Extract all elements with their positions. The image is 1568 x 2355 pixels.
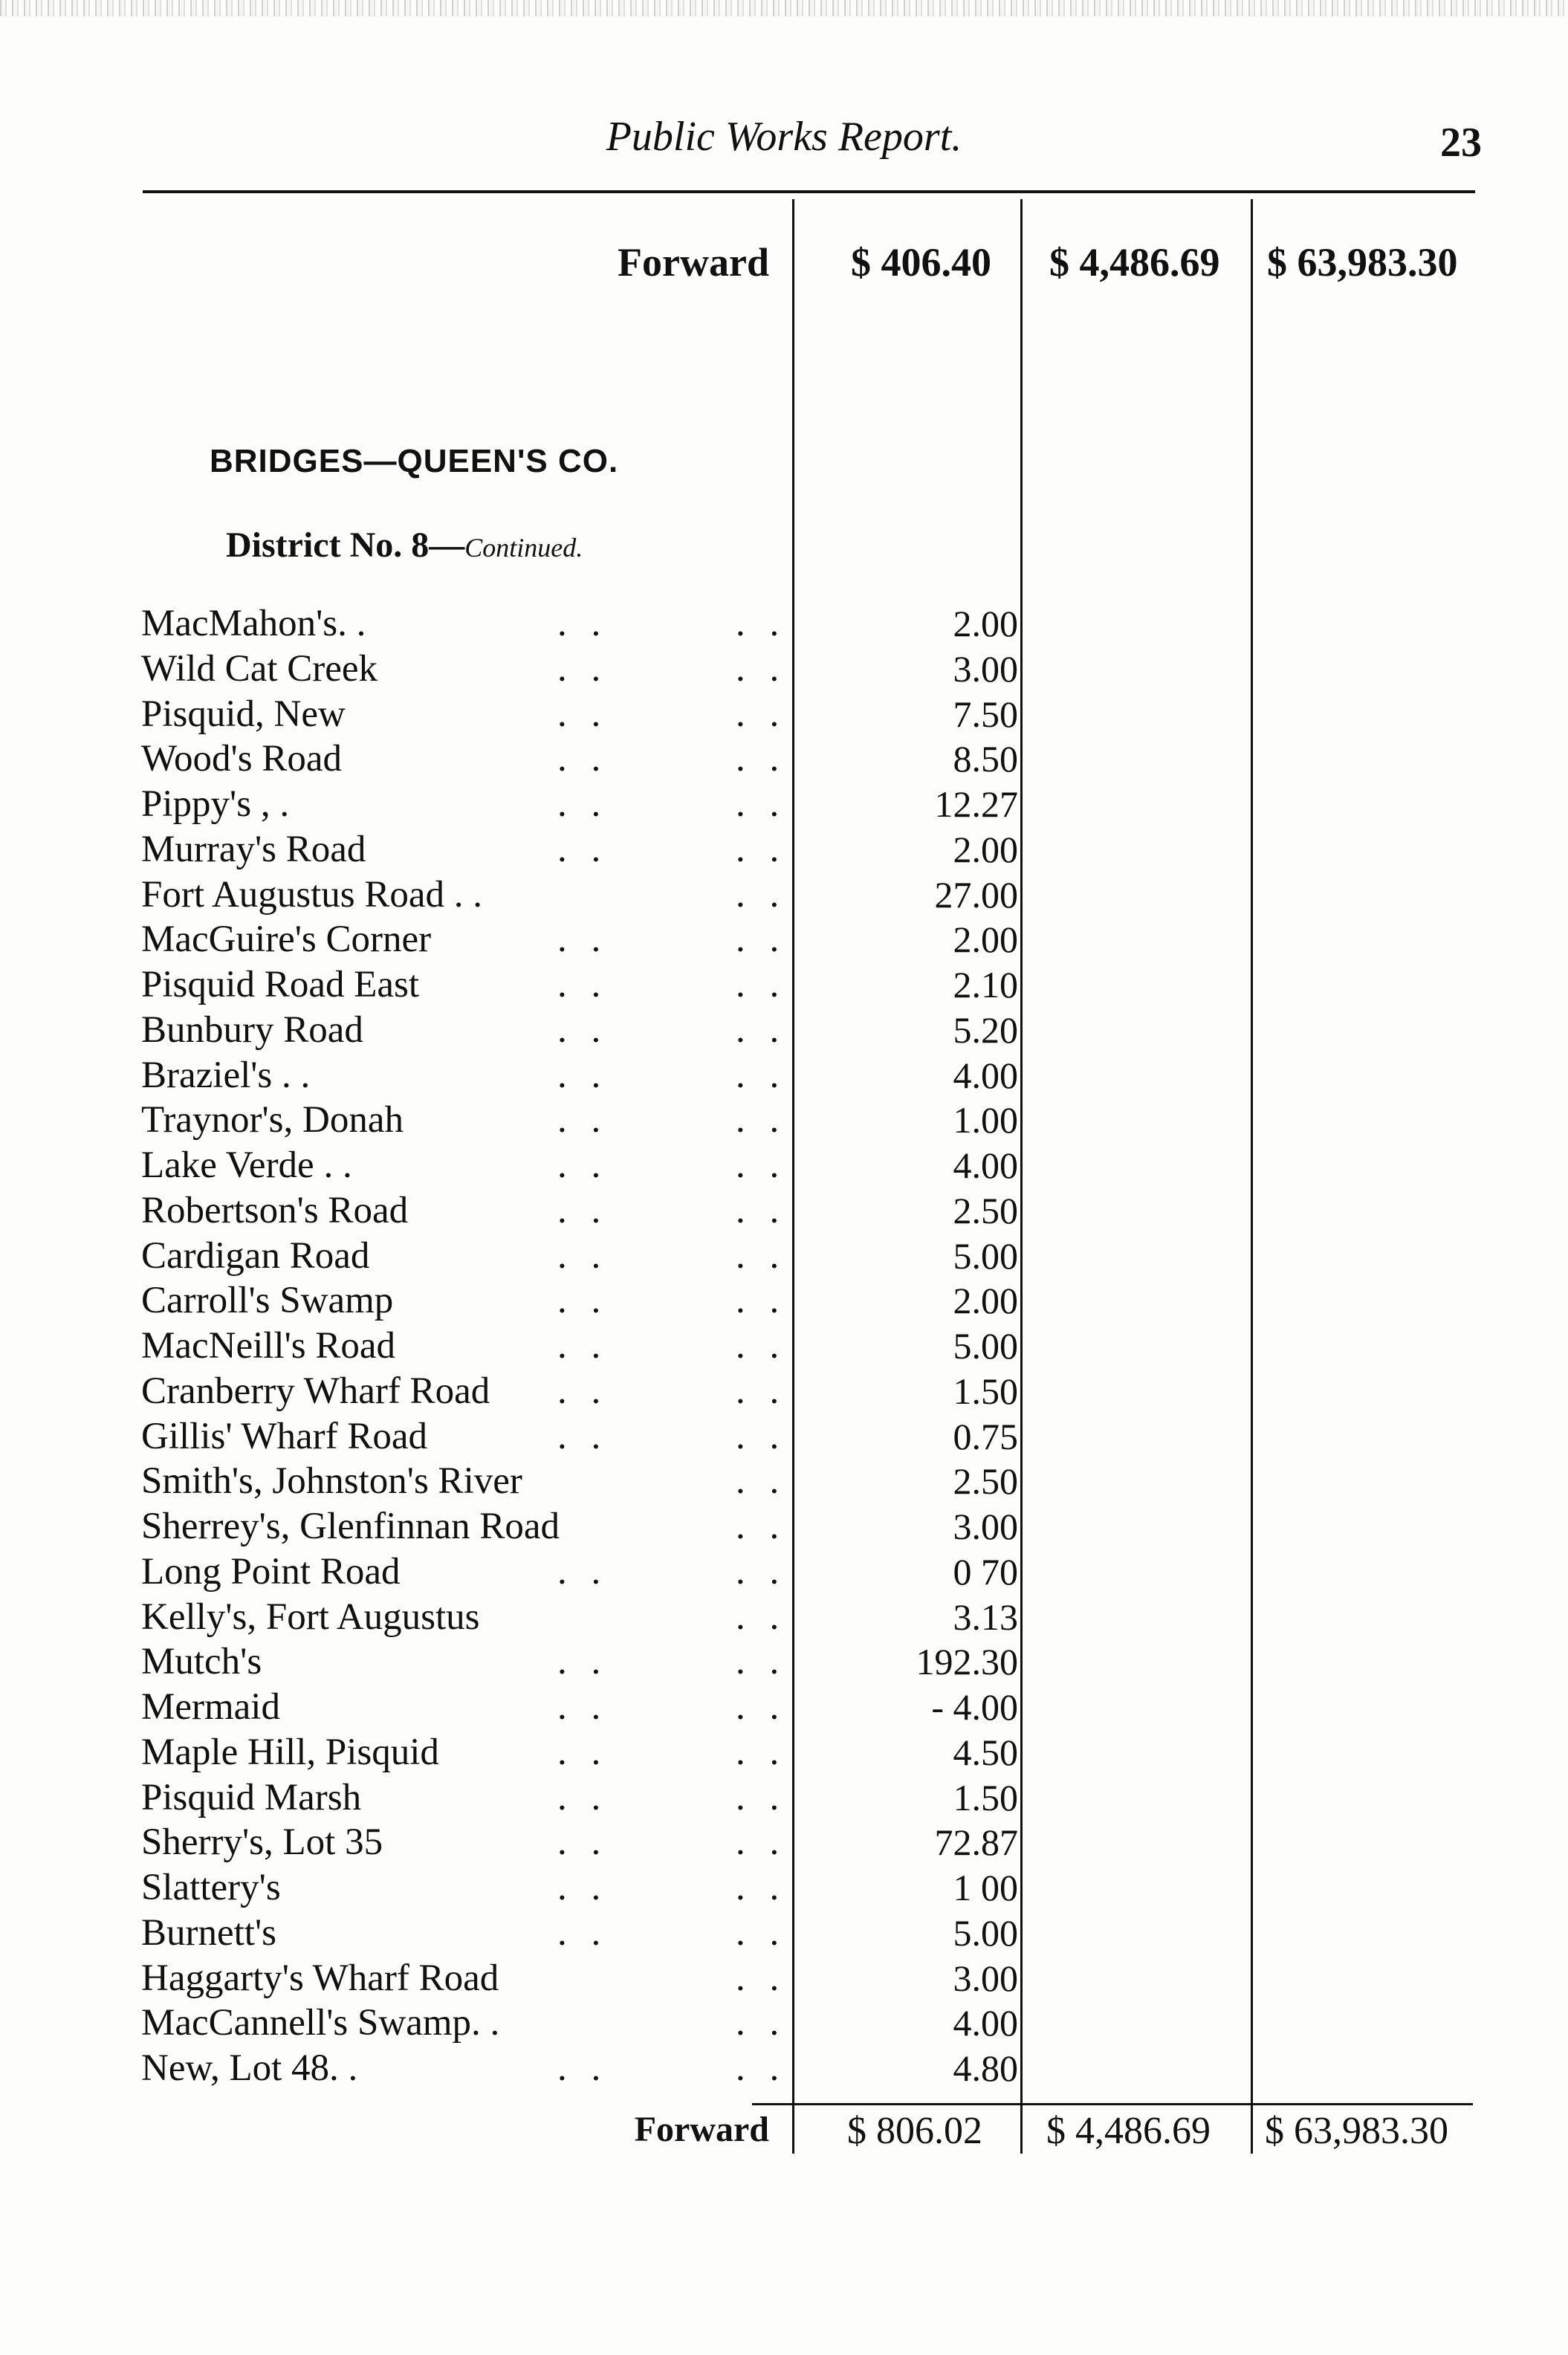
amount-value: 5.00 xyxy=(953,1234,1018,1277)
table-row xyxy=(141,2047,1018,2092)
column-rule-3 xyxy=(1251,199,1253,2154)
leader-dots: . . xyxy=(736,1370,787,1412)
bridge-name: Murray's Road xyxy=(141,828,366,870)
amount-value: 0 70 xyxy=(953,1550,1018,1593)
leader-dots: . . xyxy=(736,738,787,780)
forward-top-col2: $ 4,486.69 xyxy=(1049,240,1220,285)
amount-value: 27.00 xyxy=(934,873,1018,916)
leader-dots: . . xyxy=(736,1234,787,1277)
bridge-name: MacNeill's Road xyxy=(141,1325,396,1367)
bridge-name: Long Point Road xyxy=(141,1550,401,1593)
amount-value: 5.00 xyxy=(953,1911,1018,1954)
amount-value: 2.50 xyxy=(953,1460,1018,1503)
table-row xyxy=(141,783,1018,828)
table-row xyxy=(141,1370,1018,1415)
amount-value: 1.50 xyxy=(953,1776,1018,1818)
table-row xyxy=(141,1098,1018,1144)
bridge-name: MacGuire's Corner xyxy=(141,919,432,961)
leader-dots: . . xyxy=(736,693,787,735)
forward-label-bottom: Forward xyxy=(634,2110,769,2149)
leader-dots: . . xyxy=(557,1189,609,1231)
leader-dots: . . xyxy=(736,1776,787,1818)
amount-value: 1.50 xyxy=(953,1370,1018,1412)
table-row xyxy=(141,602,1018,647)
bridge-name: Haggarty's Wharf Road xyxy=(141,1957,499,1999)
table-row xyxy=(141,1144,1018,1189)
table-row xyxy=(141,1189,1018,1234)
leader-dots: . . xyxy=(557,1776,609,1818)
leader-dots: . . xyxy=(557,919,609,961)
bridge-name: Burnett's xyxy=(141,1911,277,1954)
table-row xyxy=(141,2001,1018,2047)
leader-dots: . . xyxy=(736,919,787,961)
leader-dots: . . xyxy=(736,647,787,690)
leader-dots: . . xyxy=(557,828,609,870)
bridge-name: New, Lot 48. . xyxy=(141,2047,358,2089)
leader-dots: . . xyxy=(736,1686,787,1728)
leader-dots: . . xyxy=(557,603,609,644)
table-row xyxy=(141,918,1018,963)
amount-value: 4.00 xyxy=(953,1144,1018,1186)
table-row xyxy=(141,1685,1018,1731)
header-rule xyxy=(143,190,1475,193)
table-row xyxy=(141,1054,1018,1099)
leader-dots: . . xyxy=(557,1911,609,1954)
leader-dots: . . xyxy=(736,783,787,825)
amount-value: 4.50 xyxy=(953,1731,1018,1773)
bridge-name: Sherrey's, Glenfinnan Road xyxy=(141,1506,560,1547)
leader-dots: . . xyxy=(557,647,609,690)
leader-dots: . . xyxy=(736,1911,787,1954)
amount-value: 7.50 xyxy=(953,693,1018,735)
bridge-name: Pisquid Marsh xyxy=(141,1776,362,1818)
leader-dots: . . xyxy=(557,1054,609,1096)
table-row xyxy=(141,1550,1018,1596)
forward-bottom-col3: $ 63,983.30 xyxy=(1265,2110,1448,2152)
table-row xyxy=(141,1008,1018,1054)
leader-dots: . . xyxy=(557,1641,609,1683)
amount-value: - 4.00 xyxy=(931,1686,1018,1728)
table-row xyxy=(141,1640,1018,1685)
leader-dots: . . xyxy=(736,1325,787,1367)
leader-dots: . . xyxy=(557,2047,609,2089)
leader-dots: . . xyxy=(557,1370,609,1412)
leader-dots: . . xyxy=(557,1280,609,1322)
bridge-name: Slattery's xyxy=(141,1867,281,1908)
table-row xyxy=(141,873,1018,919)
bridge-name: Carroll's Swamp xyxy=(141,1280,394,1322)
forward-bottom-col1: $ 806.02 xyxy=(847,2110,982,2152)
table-row xyxy=(141,1821,1018,1866)
table-row xyxy=(141,693,1018,738)
leader-dots: . . xyxy=(736,1415,787,1457)
scan-noise-top xyxy=(0,0,1568,16)
leader-dots: . . xyxy=(557,693,609,735)
leader-dots: . . xyxy=(736,1054,787,1096)
leader-dots: . . xyxy=(557,1731,609,1773)
amount-value: 2.00 xyxy=(953,919,1018,961)
table-row xyxy=(141,1596,1018,1641)
table-row xyxy=(141,1911,1018,1957)
bridge-name: Mermaid xyxy=(141,1686,280,1728)
bridge-name: Mutch's xyxy=(141,1641,262,1683)
leader-dots: . . xyxy=(557,1144,609,1186)
table-row xyxy=(141,1279,1018,1324)
leader-dots: . . xyxy=(557,1099,609,1141)
total-rule xyxy=(752,2103,1473,2105)
table-row xyxy=(141,1460,1018,1505)
table-row xyxy=(141,963,1018,1008)
bridge-name: Cranberry Wharf Road xyxy=(141,1370,490,1412)
amount-value: 8.50 xyxy=(953,738,1018,780)
bridge-name: Bunbury Road xyxy=(141,1008,363,1051)
leader-dots: . . xyxy=(557,1008,609,1051)
bridge-name: MacCannell's Swamp. . xyxy=(141,2002,500,2044)
bridge-name: Pisquid Road East xyxy=(141,964,420,1005)
column-rule-2 xyxy=(1020,199,1023,2154)
leader-dots: . . xyxy=(557,1821,609,1864)
table-row xyxy=(141,1731,1018,1776)
table-row xyxy=(141,1866,1018,1911)
table-row xyxy=(141,1776,1018,1821)
leader-dots: . . xyxy=(736,603,787,644)
table-row xyxy=(141,828,1018,873)
page-header-title: Public Works Report. xyxy=(606,114,962,160)
amount-value: 1 00 xyxy=(953,1867,1018,1908)
table-row xyxy=(141,737,1018,783)
bridge-name: Kelly's, Fort Augustus xyxy=(141,1596,480,1638)
leader-dots: . . xyxy=(736,1144,787,1186)
bridge-name: Robertson's Road xyxy=(141,1189,409,1231)
leader-dots: . . xyxy=(557,1234,609,1277)
amount-value: 3.13 xyxy=(953,1596,1018,1638)
table-row xyxy=(141,1505,1018,1550)
leader-dots: . . xyxy=(557,1550,609,1593)
forward-top-col3: $ 63,983.30 xyxy=(1267,240,1458,285)
leader-dots: . . xyxy=(736,2002,787,2044)
table-row xyxy=(141,647,1018,693)
bridge-name: Wild Cat Creek xyxy=(141,647,378,690)
leader-dots: . . xyxy=(736,1506,787,1547)
bridge-name: MacMahon's. . xyxy=(141,603,366,644)
amount-value: 2.50 xyxy=(953,1189,1018,1231)
bridge-name: Traynor's, Donah xyxy=(141,1099,404,1141)
leader-dots: . . xyxy=(736,1731,787,1773)
bridge-name: Wood's Road xyxy=(141,738,342,780)
leader-dots: . . xyxy=(736,1550,787,1593)
amount-value: 2.00 xyxy=(953,828,1018,870)
amount-value: 3.00 xyxy=(953,1506,1018,1547)
bridge-name: Pippy's , . xyxy=(141,783,290,825)
table-row xyxy=(141,1234,1018,1280)
amount-value: 3.00 xyxy=(953,647,1018,690)
section-title: BRIDGES—QUEEN'S CO. xyxy=(210,443,619,479)
leader-dots: . . xyxy=(736,1008,787,1051)
amount-value: 2.00 xyxy=(953,1280,1018,1322)
table-row xyxy=(141,1415,1018,1460)
amount-value: 1.00 xyxy=(953,1099,1018,1141)
leader-dots: . . xyxy=(736,1821,787,1864)
leader-dots: . . xyxy=(557,738,609,780)
amount-value: 4.80 xyxy=(953,2047,1018,2089)
bridge-name: Fort Augustus Road . . xyxy=(141,873,483,916)
bridge-name: Lake Verde . . xyxy=(141,1144,352,1186)
bridge-name: Cardigan Road xyxy=(141,1234,370,1277)
district-heading xyxy=(226,525,583,566)
leader-dots: . . xyxy=(736,1280,787,1322)
bridge-name: Maple Hill, Pisquid xyxy=(141,1731,439,1773)
leader-dots: . . xyxy=(736,828,787,870)
district-label: District No. 8— xyxy=(226,525,465,565)
leader-dots: . . xyxy=(736,964,787,1005)
page-number: 23 xyxy=(1440,120,1482,166)
table-row xyxy=(141,1324,1018,1370)
leader-dots: . . xyxy=(557,783,609,825)
leader-dots: . . xyxy=(736,1099,787,1141)
bridge-name: Braziel's . . xyxy=(141,1054,311,1096)
leader-dots: . . xyxy=(736,1957,787,1999)
forward-label-top: Forward xyxy=(618,240,769,285)
forward-top-col1: $ 406.40 xyxy=(851,240,991,285)
amount-value: 2.10 xyxy=(953,964,1018,1005)
forward-bottom-col2: $ 4,486.69 xyxy=(1046,2110,1211,2152)
leader-dots: . . xyxy=(736,1867,787,1908)
leader-dots: . . xyxy=(736,2047,787,2089)
leader-dots: . . xyxy=(557,1686,609,1728)
amount-value: 12.27 xyxy=(934,783,1018,825)
leader-dots: . . xyxy=(736,1189,787,1231)
amount-value: 5.00 xyxy=(953,1325,1018,1367)
amount-value: 3.00 xyxy=(953,1957,1018,1999)
amount-value: 192.30 xyxy=(916,1641,1018,1683)
leader-dots: . . xyxy=(736,873,787,916)
table-row xyxy=(141,1957,1018,2002)
amount-value: 0.75 xyxy=(953,1415,1018,1457)
leader-dots: . . xyxy=(557,1867,609,1908)
leader-dots: . . xyxy=(736,1460,787,1503)
amount-value: 4.00 xyxy=(953,1054,1018,1096)
bridge-name: Gillis' Wharf Road xyxy=(141,1415,428,1457)
leader-dots: . . xyxy=(736,1641,787,1683)
amount-value: 4.00 xyxy=(953,2002,1018,2044)
leader-dots: . . xyxy=(557,1325,609,1367)
amount-value: 72.87 xyxy=(934,1821,1018,1864)
bridge-name: Pisquid, New xyxy=(141,693,346,735)
bridge-name: Sherry's, Lot 35 xyxy=(141,1821,383,1864)
district-note: Continued. xyxy=(464,533,583,563)
leader-dots: . . xyxy=(736,1596,787,1638)
amount-value: 5.20 xyxy=(953,1008,1018,1051)
leader-dots: . . xyxy=(557,1415,609,1457)
bridge-name: Smith's, Johnston's River xyxy=(141,1460,522,1503)
leader-dots: . . xyxy=(557,964,609,1005)
amount-value: 2.00 xyxy=(953,603,1018,644)
